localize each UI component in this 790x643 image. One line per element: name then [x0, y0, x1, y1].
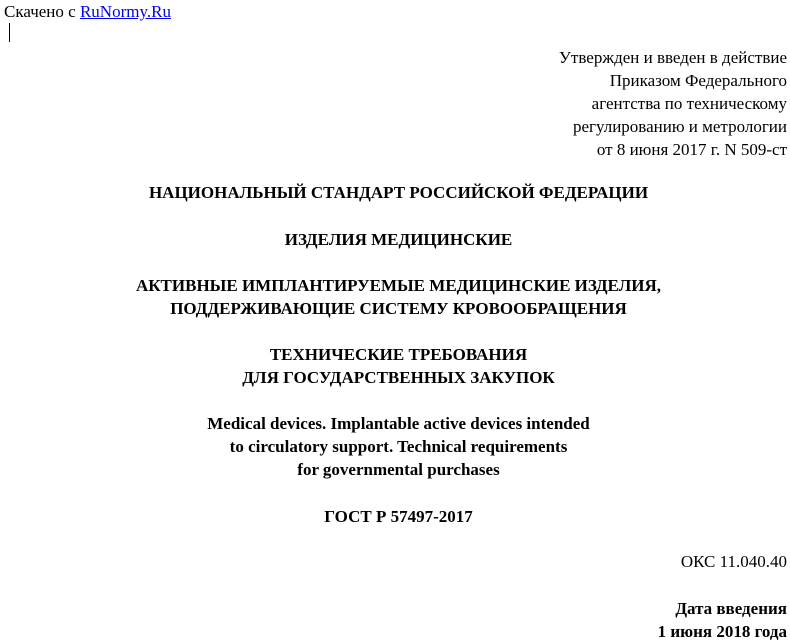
- category-heading: [0, 228, 790, 251]
- approval-line: агентства по техническому: [591, 94, 787, 113]
- gost-number-heading: [0, 505, 790, 528]
- standard-type: НАЦИОНАЛЬНЫЙ СТАНДАРТ РОССИЙСКОЙ ФЕДЕРАЦИИ: [148, 183, 649, 202]
- text-cursor: [9, 23, 10, 42]
- introduction-date-block: [658, 597, 787, 643]
- download-prefix: Скачено с: [4, 2, 76, 21]
- english-title-line: Medical devices. Implantable active devices intended: [207, 414, 590, 433]
- english-title: [0, 412, 790, 481]
- intro-label: Дата введения: [675, 599, 787, 618]
- approval-line: от 8 июня 2017 г. N 509-ст: [596, 140, 787, 159]
- gost-number: ГОСТ Р 57497-2017: [324, 507, 473, 526]
- download-source-line: [4, 2, 171, 21]
- document-title: [0, 274, 790, 320]
- approval-line: регулированию и метрологии: [572, 117, 787, 136]
- english-title-line: for governmental purchases: [297, 460, 500, 479]
- english-title-line: to circulatory support. Technical requirements: [229, 437, 568, 456]
- okc-code: ОКС 11.040.40: [680, 552, 787, 571]
- title-line: АКТИВНЫЕ ИМПЛАНТИРУЕМЫЕ МЕДИЦИНСКИЕ ИЗДЕЛИЯ,: [135, 276, 662, 295]
- document-subtitle: [0, 343, 790, 389]
- approval-line: Утвержден и введен в действие: [558, 48, 787, 67]
- standard-type-heading: [0, 181, 790, 204]
- title-line: ПОДДЕРЖИВАЮЩИЕ СИСТЕМУ КРОВООБРАЩЕНИЯ: [170, 299, 627, 318]
- runormy-link[interactable]: RuNormy.Ru: [79, 2, 171, 21]
- approval-block: [559, 46, 787, 161]
- intro-date: 1 июня 2018 года: [657, 622, 787, 641]
- category: ИЗДЕЛИЯ МЕДИЦИНСКИЕ: [284, 230, 513, 249]
- approval-line: Приказом Федерального: [609, 71, 787, 90]
- subtitle-line: ДЛЯ ГОСУДАРСТВЕННЫХ ЗАКУПОК: [242, 368, 555, 387]
- subtitle-line: ТЕХНИЧЕСКИЕ ТРЕБОВАНИЯ: [269, 345, 528, 364]
